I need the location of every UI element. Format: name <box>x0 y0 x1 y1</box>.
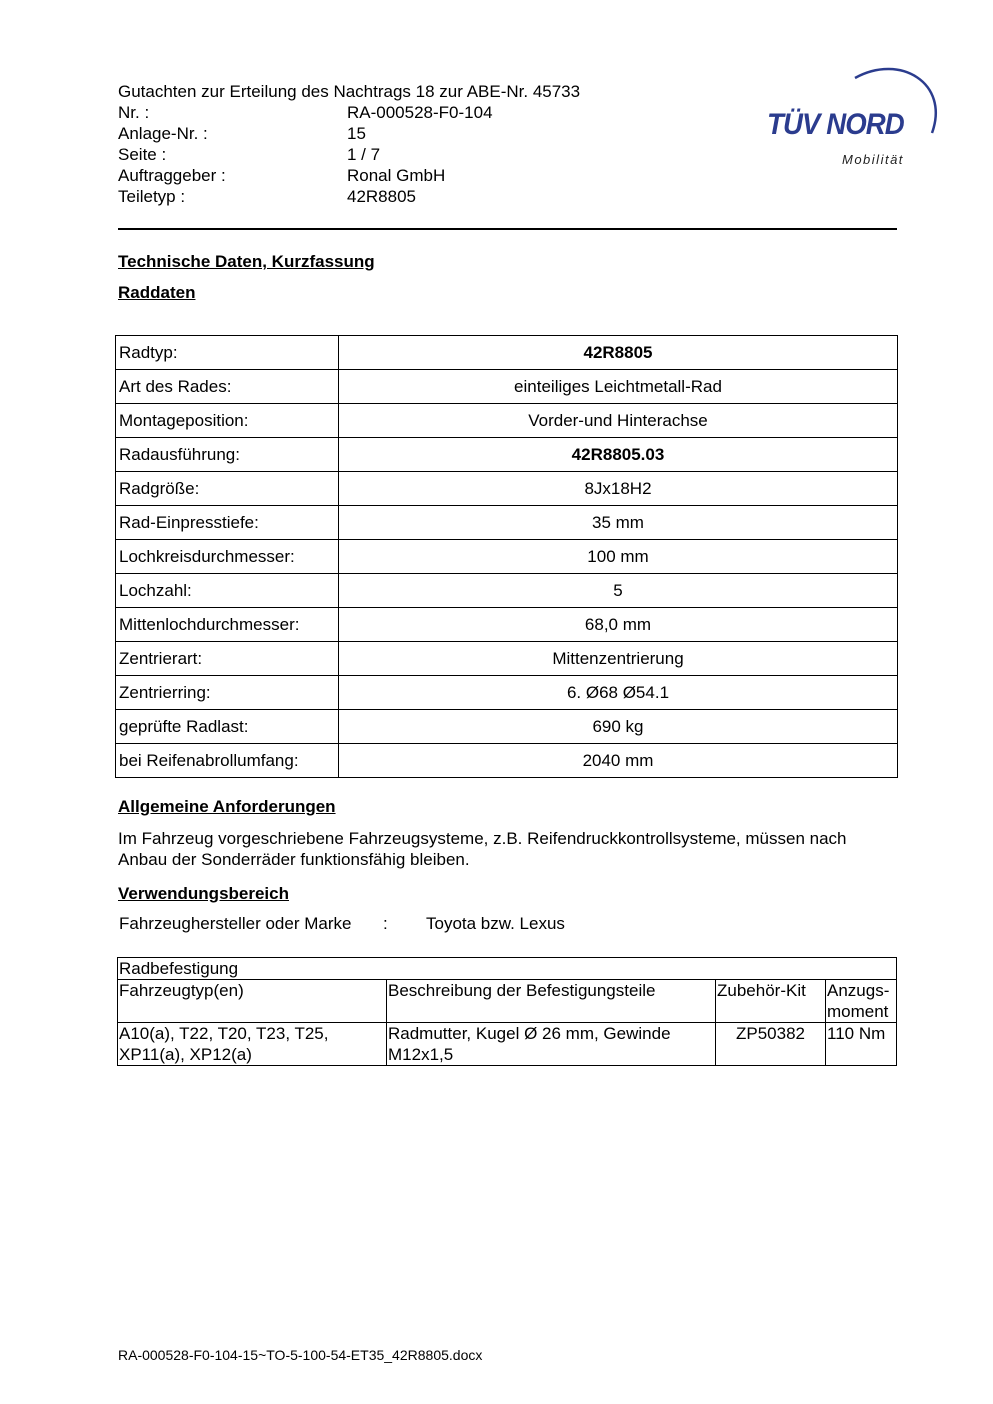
footer-filename: RA-000528-F0-104-15~TO-5-100-54-ET35_42R8805.docx <box>118 1347 483 1363</box>
header-row-teiletyp <box>118 186 618 207</box>
fastening-title: Radbefestigung <box>118 958 897 980</box>
table-row <box>116 642 898 676</box>
cell-torque: 110 Nm <box>826 1023 897 1066</box>
col-header-description: Beschreibung der Befestigungsteile <box>387 980 716 1023</box>
wheel-value: 42R8805 <box>339 336 898 370</box>
fastening-table <box>117 957 897 1066</box>
logo-subtitle: Mobilität <box>842 152 904 167</box>
header-key: Anlage-Nr. : <box>118 124 208 143</box>
wheel-value: 68,0 mm <box>339 608 898 642</box>
wheel-label: Radausführung: <box>116 438 339 472</box>
wheel-value: 5 <box>339 574 898 608</box>
header-key: Nr. : <box>118 103 150 122</box>
table-row <box>116 404 898 438</box>
section-heading-raddaten: Raddaten <box>118 283 196 302</box>
table-row <box>116 506 898 540</box>
wheel-data-table <box>115 335 898 778</box>
table-row <box>116 744 898 778</box>
document-header-title: Gutachten zur Erteilung des Nachtrags 18 zur ABE-Nr. 45733 <box>118 82 581 101</box>
header-row-nr <box>118 102 618 123</box>
col-header-vehicle-types: Fahrzeugtyp(en) <box>118 980 387 1023</box>
header-divider <box>118 228 897 230</box>
allgemein-paragraph: Im Fahrzeug vorgeschriebene Fahrzeugsysteme, z.B. Reifendruckkontrollsysteme, müssen nach Anbau der Sonderräder funktionsfähig bleiben. <box>118 829 847 869</box>
wheel-label: Lochkreisdurchmesser: <box>116 540 339 574</box>
col-header-kit: Zubehör-Kit <box>716 980 826 1023</box>
wheel-value: 42R8805.03 <box>339 438 898 472</box>
header-key: Seite : <box>118 145 167 164</box>
section-heading-allgemein: Allgemeine Anforderungen <box>118 797 336 816</box>
wheel-label: Rad-Einpresstiefe: <box>116 506 339 540</box>
section-heading-tech: Technische Daten, Kurzfassung <box>118 252 375 271</box>
header-value: 42R8805 <box>347 187 417 206</box>
fastening-header-row <box>118 980 897 1023</box>
maker-separator: : <box>383 914 388 933</box>
wheel-label: Radgröße: <box>116 472 339 506</box>
table-row <box>118 1023 897 1066</box>
maker-label: Fahrzeughersteller oder Marke <box>119 914 352 933</box>
header-row-seite <box>118 144 618 165</box>
wheel-label: Art des Rades: <box>116 370 339 404</box>
col-header-torque: Anzugs-moment <box>826 980 897 1023</box>
wheel-value: 690 kg <box>339 710 898 744</box>
table-row <box>116 574 898 608</box>
header-row-anlage <box>118 123 618 144</box>
wheel-value: einteiliges Leichtmetall-Rad <box>339 370 898 404</box>
wheel-label: Montageposition: <box>116 404 339 438</box>
header-value: Ronal GmbH <box>347 166 446 185</box>
maker-value: Toyota bzw. Lexus <box>426 914 565 933</box>
header-meta <box>118 102 618 207</box>
wheel-label: Lochzahl: <box>116 574 339 608</box>
header-key: Teiletyp : <box>118 187 186 206</box>
header-value: 15 <box>347 124 366 143</box>
wheel-value: 35 mm <box>339 506 898 540</box>
header-value: 1 / 7 <box>347 145 381 164</box>
wheel-label: Zentrierring: <box>116 676 339 710</box>
wheel-label: Radtyp: <box>116 336 339 370</box>
table-row <box>116 336 898 370</box>
table-row <box>116 608 898 642</box>
table-row <box>116 370 898 404</box>
cell-vehicle-types: A10(a), T22, T20, T23, T25, XP11(a), XP12(a) <box>118 1023 387 1066</box>
tuv-nord-logo <box>760 58 940 173</box>
table-row <box>116 438 898 472</box>
section-heading-verwendung: Verwendungsbereich <box>118 884 289 903</box>
wheel-value: Mittenzentrierung <box>339 642 898 676</box>
cell-description: Radmutter, Kugel Ø 26 mm, Gewinde M12x1,5 <box>387 1023 716 1066</box>
wheel-value: 100 mm <box>339 540 898 574</box>
cell-kit: ZP50382 <box>716 1023 826 1066</box>
wheel-label: Zentrierart: <box>116 642 339 676</box>
wheel-value: 6. Ø68 Ø54.1 <box>339 676 898 710</box>
table-row <box>116 540 898 574</box>
vehicle-maker-line <box>119 914 565 934</box>
header-value: RA-000528-F0-104 <box>347 103 493 122</box>
table-row <box>116 472 898 506</box>
logo-wordmark: TÜV NORD <box>767 108 904 141</box>
wheel-label: Mittenlochdurchmesser: <box>116 608 339 642</box>
wheel-label: geprüfte Radlast: <box>116 710 339 744</box>
wheel-value: 8Jx18H2 <box>339 472 898 506</box>
table-row <box>116 710 898 744</box>
fastening-title-row <box>118 958 897 980</box>
header-row-auftraggeber <box>118 165 618 186</box>
wheel-label: bei Reifenabrollumfang: <box>116 744 339 778</box>
wheel-value: Vorder-und Hinterachse <box>339 404 898 438</box>
wheel-value: 2040 mm <box>339 744 898 778</box>
table-row <box>116 676 898 710</box>
header-key: Auftraggeber : <box>118 166 226 185</box>
